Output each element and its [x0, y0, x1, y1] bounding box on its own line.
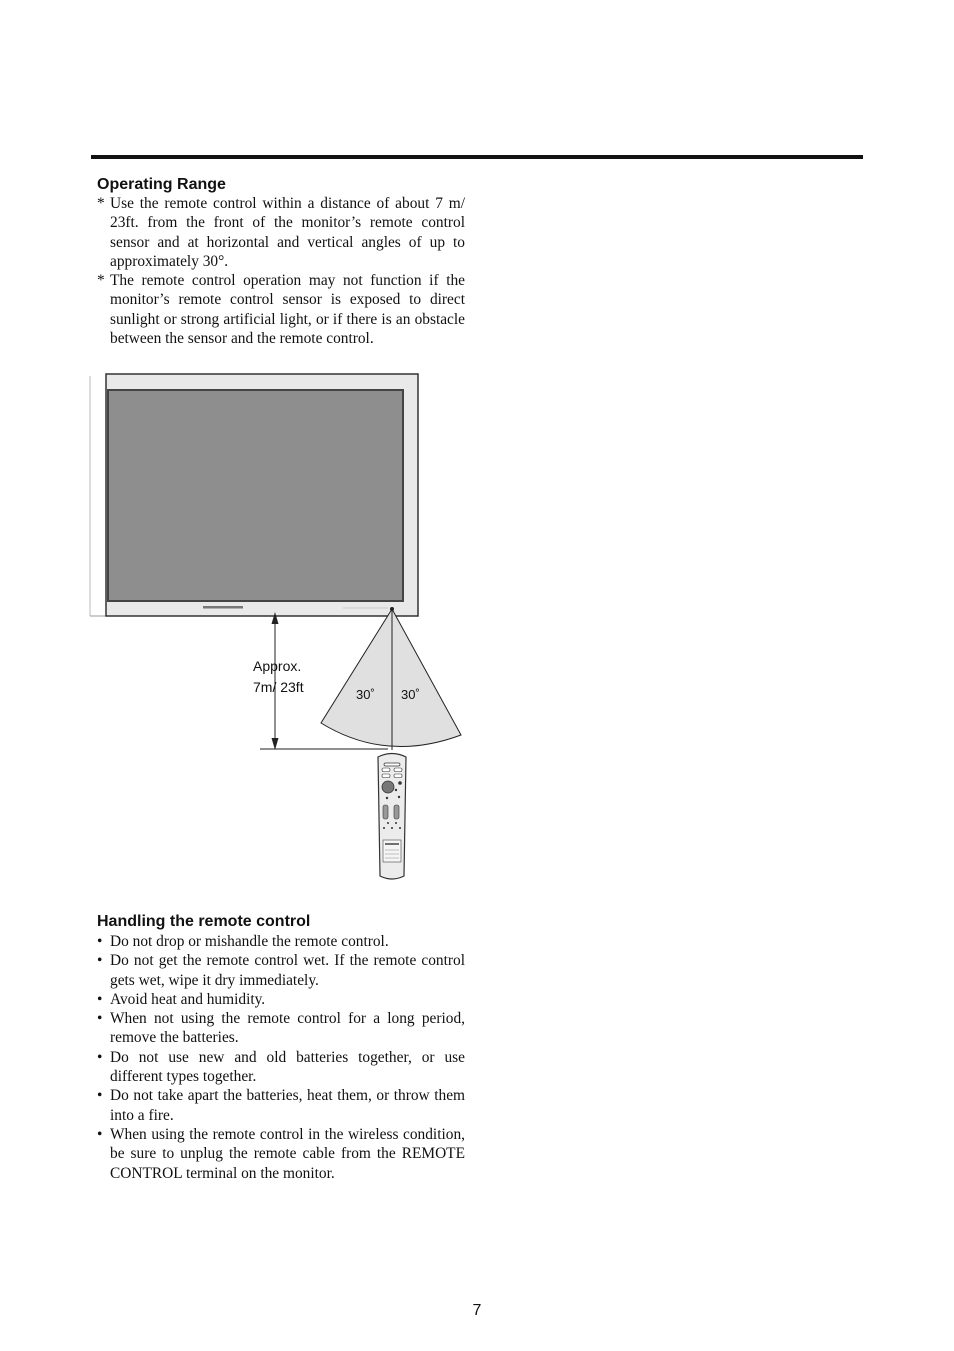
list-item-text: When not using the remote control for a long period, remove the batteries.	[110, 1010, 465, 1047]
list-item	[95, 951, 465, 990]
asterisk-bullet: *	[97, 272, 105, 290]
handling-list	[95, 932, 465, 1183]
list-item	[95, 194, 465, 271]
bullet-dot: •	[97, 1125, 103, 1143]
list-item-text: Use the remote control within a distance of about 7 m/ 23ft. from the front of the monitor’s remote control sensor and at horizontal and vertical angles of up to approximately 30°.	[110, 195, 465, 270]
top-rule	[91, 155, 863, 159]
plasma-monitor-illustration	[106, 374, 418, 616]
list-item	[95, 990, 465, 1009]
bullet-dot: •	[97, 1048, 103, 1066]
list-item	[95, 271, 465, 348]
operating-range-heading: Operating Range	[97, 176, 226, 193]
list-item	[95, 1009, 465, 1048]
list-item-text: Avoid heat and humidity.	[110, 990, 266, 1008]
list-item-text: When using the remote control in the wireless condition, be sure to unplug the remote cable from the REMOTE CONTROL terminal on the monitor.	[110, 1125, 465, 1182]
bullet-dot: •	[97, 952, 103, 970]
list-item	[95, 1125, 465, 1183]
handling-heading: Handling the remote control	[97, 913, 311, 930]
list-item-text: Do not use new and old batteries together, or use different types together.	[110, 1048, 465, 1086]
list-item	[95, 1086, 465, 1125]
page-number: 7	[472, 1302, 482, 1319]
angle-label-left: 30˚	[356, 687, 375, 702]
list-item-text: Do not drop or mishandle the remote control.	[110, 933, 389, 950]
asterisk-bullet: *	[97, 195, 105, 212]
list-item-text: Do not take apart the batteries, heat them, or throw them into a fire.	[110, 1087, 465, 1124]
distance-label-line1: Approx.	[253, 658, 302, 674]
remote-control-illustration	[378, 754, 406, 880]
list-item-text: The remote control operation may not function if the monitor’s remote control sensor is exposed to direct sunlight or strong artificial light, or if there is an obstacle between the sensor and the remote control.	[110, 272, 465, 348]
angle-label-right: 30˚	[401, 687, 420, 702]
operating-range-diagram	[88, 368, 478, 888]
coverage-fan	[321, 609, 461, 750]
operating-range-list	[95, 194, 465, 348]
bullet-dot: •	[97, 990, 103, 1008]
bullet-dot: •	[97, 1087, 103, 1105]
list-item	[95, 1048, 465, 1087]
bullet-dot: •	[97, 933, 103, 950]
list-item-text: Do not get the remote control wet. If the remote control gets wet, wipe it dry immediately.	[110, 952, 465, 989]
bullet-dot: •	[97, 1010, 103, 1028]
list-item	[95, 932, 465, 951]
distance-label-line2: 7m/ 23ft	[253, 679, 304, 695]
